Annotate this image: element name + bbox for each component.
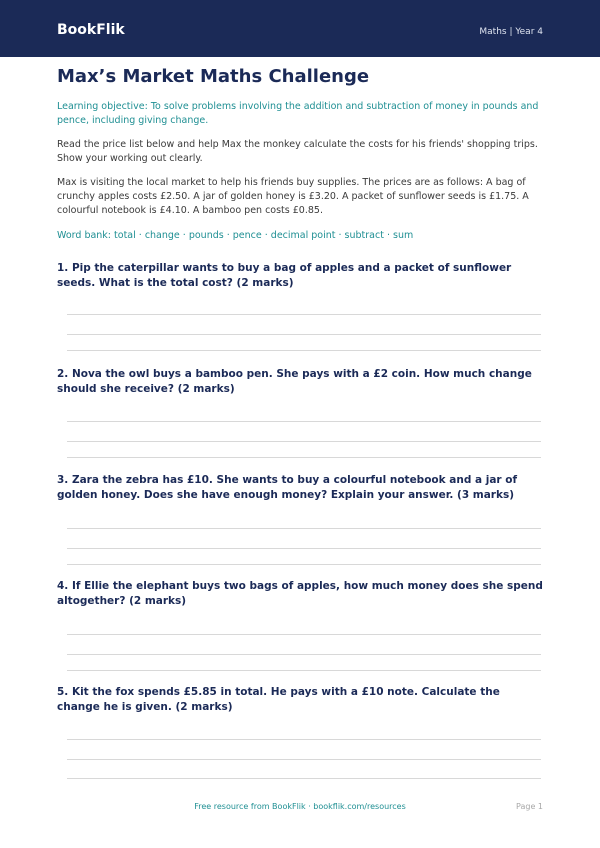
- answer-area[interactable]: [67, 503, 541, 563]
- footer-credit: Free resource from BookFlik · bookflik.com/resources: [194, 802, 406, 811]
- question-5: [57, 685, 543, 779]
- page-number: Page 1: [516, 802, 543, 811]
- question-3: [57, 473, 543, 563]
- question-text: 3. Zara the zebra has £10. She wants to buy a colourful notebook and a jar of golden honey. Does she have enough money? Explain your answer. (3 marks): [57, 474, 518, 501]
- answer-line: [67, 528, 541, 529]
- answer-area[interactable]: [67, 715, 541, 779]
- answer-line: [67, 548, 541, 549]
- question-text: 2. Nova the owl buys a bamboo pen. She pays with a £2 coin. How much change should she receive? (2 marks): [57, 368, 532, 395]
- learning-objective: Learning objective: To solve problems involving the addition and subtraction of money in pounds and pence, including giving change.: [57, 101, 539, 126]
- answer-line: [67, 739, 541, 740]
- answer-line: [67, 314, 541, 315]
- brand-logo: BookFlik: [57, 22, 125, 38]
- answer-line: [67, 654, 541, 655]
- question-4: [57, 579, 543, 669]
- question-text: 5. Kit the fox spends £5.85 in total. He pays with a £10 note. Calculate the change he is given. (2 marks): [57, 686, 500, 713]
- subject-year-label: Maths | Year 4: [479, 27, 543, 37]
- answer-line: [67, 334, 541, 335]
- scenario-text: Max is visiting the local market to help his friends buy supplies. The prices are as follows: A bag of crunchy apples costs £2.50. A jar of golden honey is £3.20. A packet of sunflower seeds is £1.75. A colourful notebook is £4.10. A bamboo pen costs £0.85.: [57, 177, 529, 216]
- answer-line: [67, 421, 541, 422]
- worksheet-content: [57, 64, 543, 779]
- answer-area[interactable]: [67, 609, 541, 669]
- question-2: [57, 367, 543, 457]
- answer-line: [67, 670, 541, 671]
- word-bank: Word bank: total · change · pounds · pence · decimal point · subtract · sum: [57, 230, 414, 241]
- answer-line: [67, 441, 541, 442]
- question-text: 4. If Ellie the elephant buys two bags of apples, how much money does she spend altogether? (2 marks): [57, 580, 543, 607]
- answer-area[interactable]: [67, 291, 541, 351]
- answer-area[interactable]: [67, 397, 541, 457]
- answer-line: [67, 564, 541, 565]
- question-1: [57, 261, 543, 351]
- question-text: 1. Pip the caterpillar wants to buy a bag of apples and a packet of sunflower seeds. What is the total cost? (2 marks): [57, 262, 512, 289]
- answer-line: [67, 634, 541, 635]
- answer-line: [67, 350, 541, 351]
- answer-line: [67, 778, 541, 779]
- page-title: Max’s Market Maths Challenge: [57, 66, 370, 87]
- page-header: [0, 0, 600, 57]
- answer-line: [67, 457, 541, 458]
- instructions-text: Read the price list below and help Max the monkey calculate the costs for his friends' shopping trips. Show your working out clearly.: [57, 139, 538, 164]
- answer-line: [67, 759, 541, 760]
